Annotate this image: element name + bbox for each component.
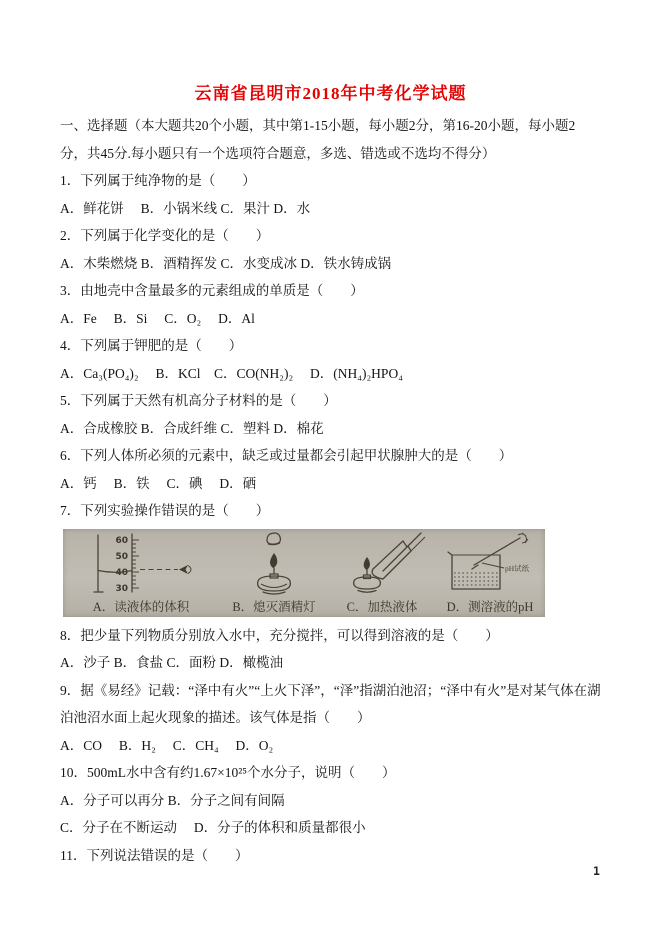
- question-8-options: A．沙子 B．食盐 C．面粉 D．橄榄油: [60, 655, 284, 670]
- question-10-options-row2: C．分子在不断运动 D．分子的体积和质量都很小: [60, 820, 366, 835]
- question-10-stem: 10．500mL水中含有约1.67×10²⁵个水分子，说明（ ）: [60, 765, 396, 780]
- graduated-cylinder-illustration: [76, 529, 206, 600]
- cylinder-tick-60: 60: [115, 536, 128, 546]
- alcohol-lamp-cap-illustration: [237, 529, 311, 600]
- question-4-stem: 4．下列属于钾肥的是（ ）: [60, 338, 243, 353]
- heating-test-tube-illustration: [337, 529, 427, 600]
- figure-item-extinguish-lamp: [219, 529, 329, 617]
- page-title: 云南省昆明市2018年中考化学试题: [194, 84, 467, 103]
- question-7-stem: 7．下列实验操作错误的是（ ）: [60, 503, 270, 518]
- figure-caption-b: B．熄灭酒精灯: [232, 599, 316, 614]
- figure-caption-a: A．读液体的体积: [92, 599, 190, 614]
- question-11-stem: 11．下列说法错误的是（ ）: [60, 847, 249, 863]
- question-4-options: A．Ca₃(PO₄)₂ B．KCl C．CO(NH₂)₂ D．(NH₄)₂HPO₄: [60, 365, 403, 381]
- question-1-options: A．鲜花饼 B．小锅米线 C．果汁 D．水: [60, 200, 311, 216]
- question-8-stem: 8．把少量下列物质分别放入水中，充分搅拌，可以得到溶液的是（ ）: [60, 627, 499, 643]
- cylinder-tick-30: 30: [115, 584, 128, 594]
- figure-item-measure-ph: [435, 529, 545, 617]
- lab-operations-figure: [63, 529, 545, 617]
- cylinder-tick-40: 40: [115, 568, 128, 578]
- question-1-stem: 1．下列属于纯净物的是（ ）: [60, 173, 256, 188]
- question-10-options-row1: A．分子可以再分 B．分子之间有间隔: [60, 792, 285, 808]
- question-6-options: A．钙 B．铁 C．碘 D．硒: [60, 475, 257, 491]
- cylinder-tick-50: 50: [115, 552, 128, 562]
- exam-content: [60, 112, 601, 869]
- question-5-stem: 5．下列属于天然有机高分子材料的是（ ）: [60, 393, 337, 408]
- figure-item-read-volume: [63, 529, 219, 617]
- question-2-stem: 2．下列属于化学变化的是（ ）: [60, 228, 270, 243]
- question-6-stem: 6．下列人体所必须的元素中，缺乏或过量都会引起甲状腺肿大的是（ ）: [60, 448, 513, 463]
- section-header: 一、选择题（本大题共20个小题，其中第1-15小题，每小题2分，第16-20小题，每小题2分，共45分.每小题只有一个选项符合题意，多选、错选或不选均不得分）: [60, 118, 576, 161]
- ph-test-illustration: [438, 529, 542, 600]
- question-9-options: A．CO B．H₂ C．CH₄ D．O₂: [60, 737, 274, 753]
- figure-caption-d: D．测溶液的pH: [446, 599, 534, 614]
- question-3-options: A．Fe B．Si C．O₂ D．Al: [60, 310, 255, 326]
- question-9-stem: 9．据《易经》记载：“泽中有火”“上火下泽”，“泽”指湖泊池沼；“泽中有火”是对某气体在湖泊池沼水面上起火现象的描述。该气体是指（ ）: [60, 682, 601, 725]
- question-2-options: A．木柴燃烧 B．酒精挥发 C．水变成冰 D．铁水铸成锅: [60, 255, 392, 271]
- page-number: 1: [593, 864, 600, 878]
- question-5-options: A．合成橡胶 B．合成纤维 C．塑料 D．棉花: [60, 420, 324, 436]
- question-3-stem: 3．由地壳中含量最多的元素组成的单质是（ ）: [60, 283, 364, 298]
- ph-paper-label: pH试纸: [505, 564, 530, 573]
- figure-caption-c: C．加热液体: [346, 599, 418, 614]
- figure-item-heat-liquid: [329, 529, 435, 617]
- sight-line-and-eye-icon: [140, 565, 191, 574]
